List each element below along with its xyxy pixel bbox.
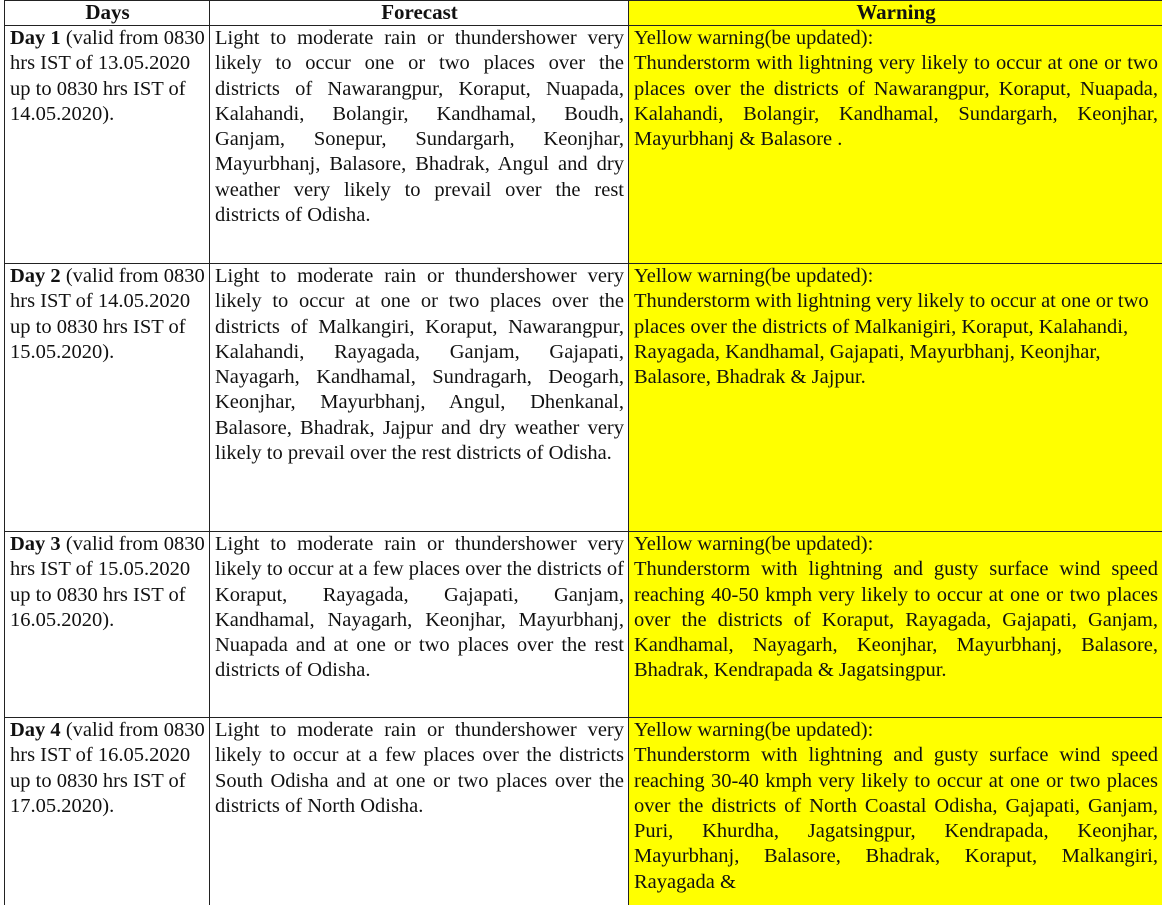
forecast-table	[4, 0, 1162, 905]
warning-cell	[629, 532, 1163, 718]
day-validity: (valid from 0830 hrs IST of 13.05.2020 up to 0830 hrs IST of 14.05.2020).	[10, 27, 205, 125]
warning-title: Yellow warning(be updated):	[634, 27, 874, 49]
warning-cell	[629, 718, 1163, 905]
day-label: Day 2	[10, 265, 61, 287]
days-header: Days	[5, 1, 210, 26]
warning-text: Thunderstorm with lightning and gusty surface wind speed reaching 40-50 kmph very likely to occur at one or two places over the districts of Koraput, Rayagada, Gajapati, Ganjam, Kandhamal, Nayagarh, Keonjhar, Mayurbhanj, Balasore, Bhadrak, Kendrapada & Jagatsingpur.	[634, 558, 1158, 682]
day-label: Day 4	[10, 719, 61, 741]
day-cell	[5, 532, 210, 718]
warning-text: Thunderstorm with lightning and gusty surface wind speed reaching 30-40 kmph very likely to occur at one or two places over the districts of North Coastal Odisha, Gajapati, Ganjam, Puri, Khurdha, Jagatsingpur, Kendrapada, Keonjhar, Mayurbhanj, Balasore, Bhadrak, Koraput, Malkangiri, Rayagada &	[634, 744, 1158, 893]
table-row	[5, 26, 1163, 264]
day-cell	[5, 718, 210, 905]
forecast-header: Forecast	[210, 1, 629, 26]
forecast-cell: Light to moderate rain or thundershower very likely to occur at one or two places over the districts of Malkangiri, Koraput, Nawarangpur, Kalahandi, Rayagada, Ganjam, Gajapati, Nayagarh, Kandhamal, Sundragarh, Deogarh, Keonjhar, Mayurbhanj, Angul, Dhenkanal, Balasore, Bhadrak, Jajpur and dry weather very likely to prevail over the rest districts of Odisha.	[210, 264, 629, 532]
table-header-row	[5, 1, 1163, 26]
table-row	[5, 532, 1163, 718]
table-row	[5, 264, 1163, 532]
warning-text: Thunderstorm with lightning very likely to occur at one or two places over the districts of Malkanigiri, Koraput, Kalahandi, Rayagada, Kandhamal, Gajapati, Mayurbhanj, Keonjhar, Balasore, Bhadrak & Jajpur.	[634, 290, 1149, 389]
day-validity: (valid from 0830 hrs IST of 14.05.2020 up to 0830 hrs IST of 15.05.2020).	[10, 265, 205, 363]
day-label: Day 3	[10, 533, 61, 555]
day-cell	[5, 26, 210, 264]
day-validity: (valid from 0830 hrs IST of 16.05.2020 up to 0830 hrs IST of 17.05.2020).	[10, 719, 205, 817]
warning-title: Yellow warning(be updated):	[634, 265, 874, 287]
forecast-document	[4, 0, 1162, 905]
table-row	[5, 718, 1163, 905]
warning-title: Yellow warning(be updated):	[634, 533, 874, 555]
day-label: Day 1	[10, 27, 61, 49]
forecast-cell: Light to moderate rain or thundershower very likely to occur at a few places over the districts South Odisha and at one or two places over the districts of North Odisha.	[210, 718, 629, 905]
warning-text: Thunderstorm with lightning very likely to occur at one or two places over the districts of Nawarangpur, Koraput, Nuapada, Kalahandi, Bolangir, Kandhamal, Sundargarh, Keonjhar, Mayurbhanj & Balasore .	[634, 52, 1158, 151]
day-validity: (valid from 0830 hrs IST of 15.05.2020 up to 0830 hrs IST of 16.05.2020).	[10, 533, 205, 631]
day-cell	[5, 264, 210, 532]
warning-cell	[629, 26, 1163, 264]
warning-cell	[629, 264, 1163, 532]
warning-title: Yellow warning(be updated):	[634, 719, 874, 741]
forecast-cell: Light to moderate rain or thundershower very likely to occur at a few places over the districts of Koraput, Rayagada, Gajapati, Ganjam, Kandhamal, Nayagarh, Keonjhar, Mayurbhanj, Nuapada and at one or two places over the rest districts of Odisha.	[210, 532, 629, 718]
warning-header: Warning	[629, 1, 1163, 26]
forecast-cell: Light to moderate rain or thundershower very likely to occur one or two places over the districts of Nawarangpur, Koraput, Nuapada, Kalahandi, Bolangir, Kandhamal, Boudh, Ganjam, Sonepur, Sundargarh, Keonjhar, Mayurbhanj, Balasore, Bhadrak, Angul and dry weather very likely to prevail over the rest districts of Odisha.	[210, 26, 629, 264]
